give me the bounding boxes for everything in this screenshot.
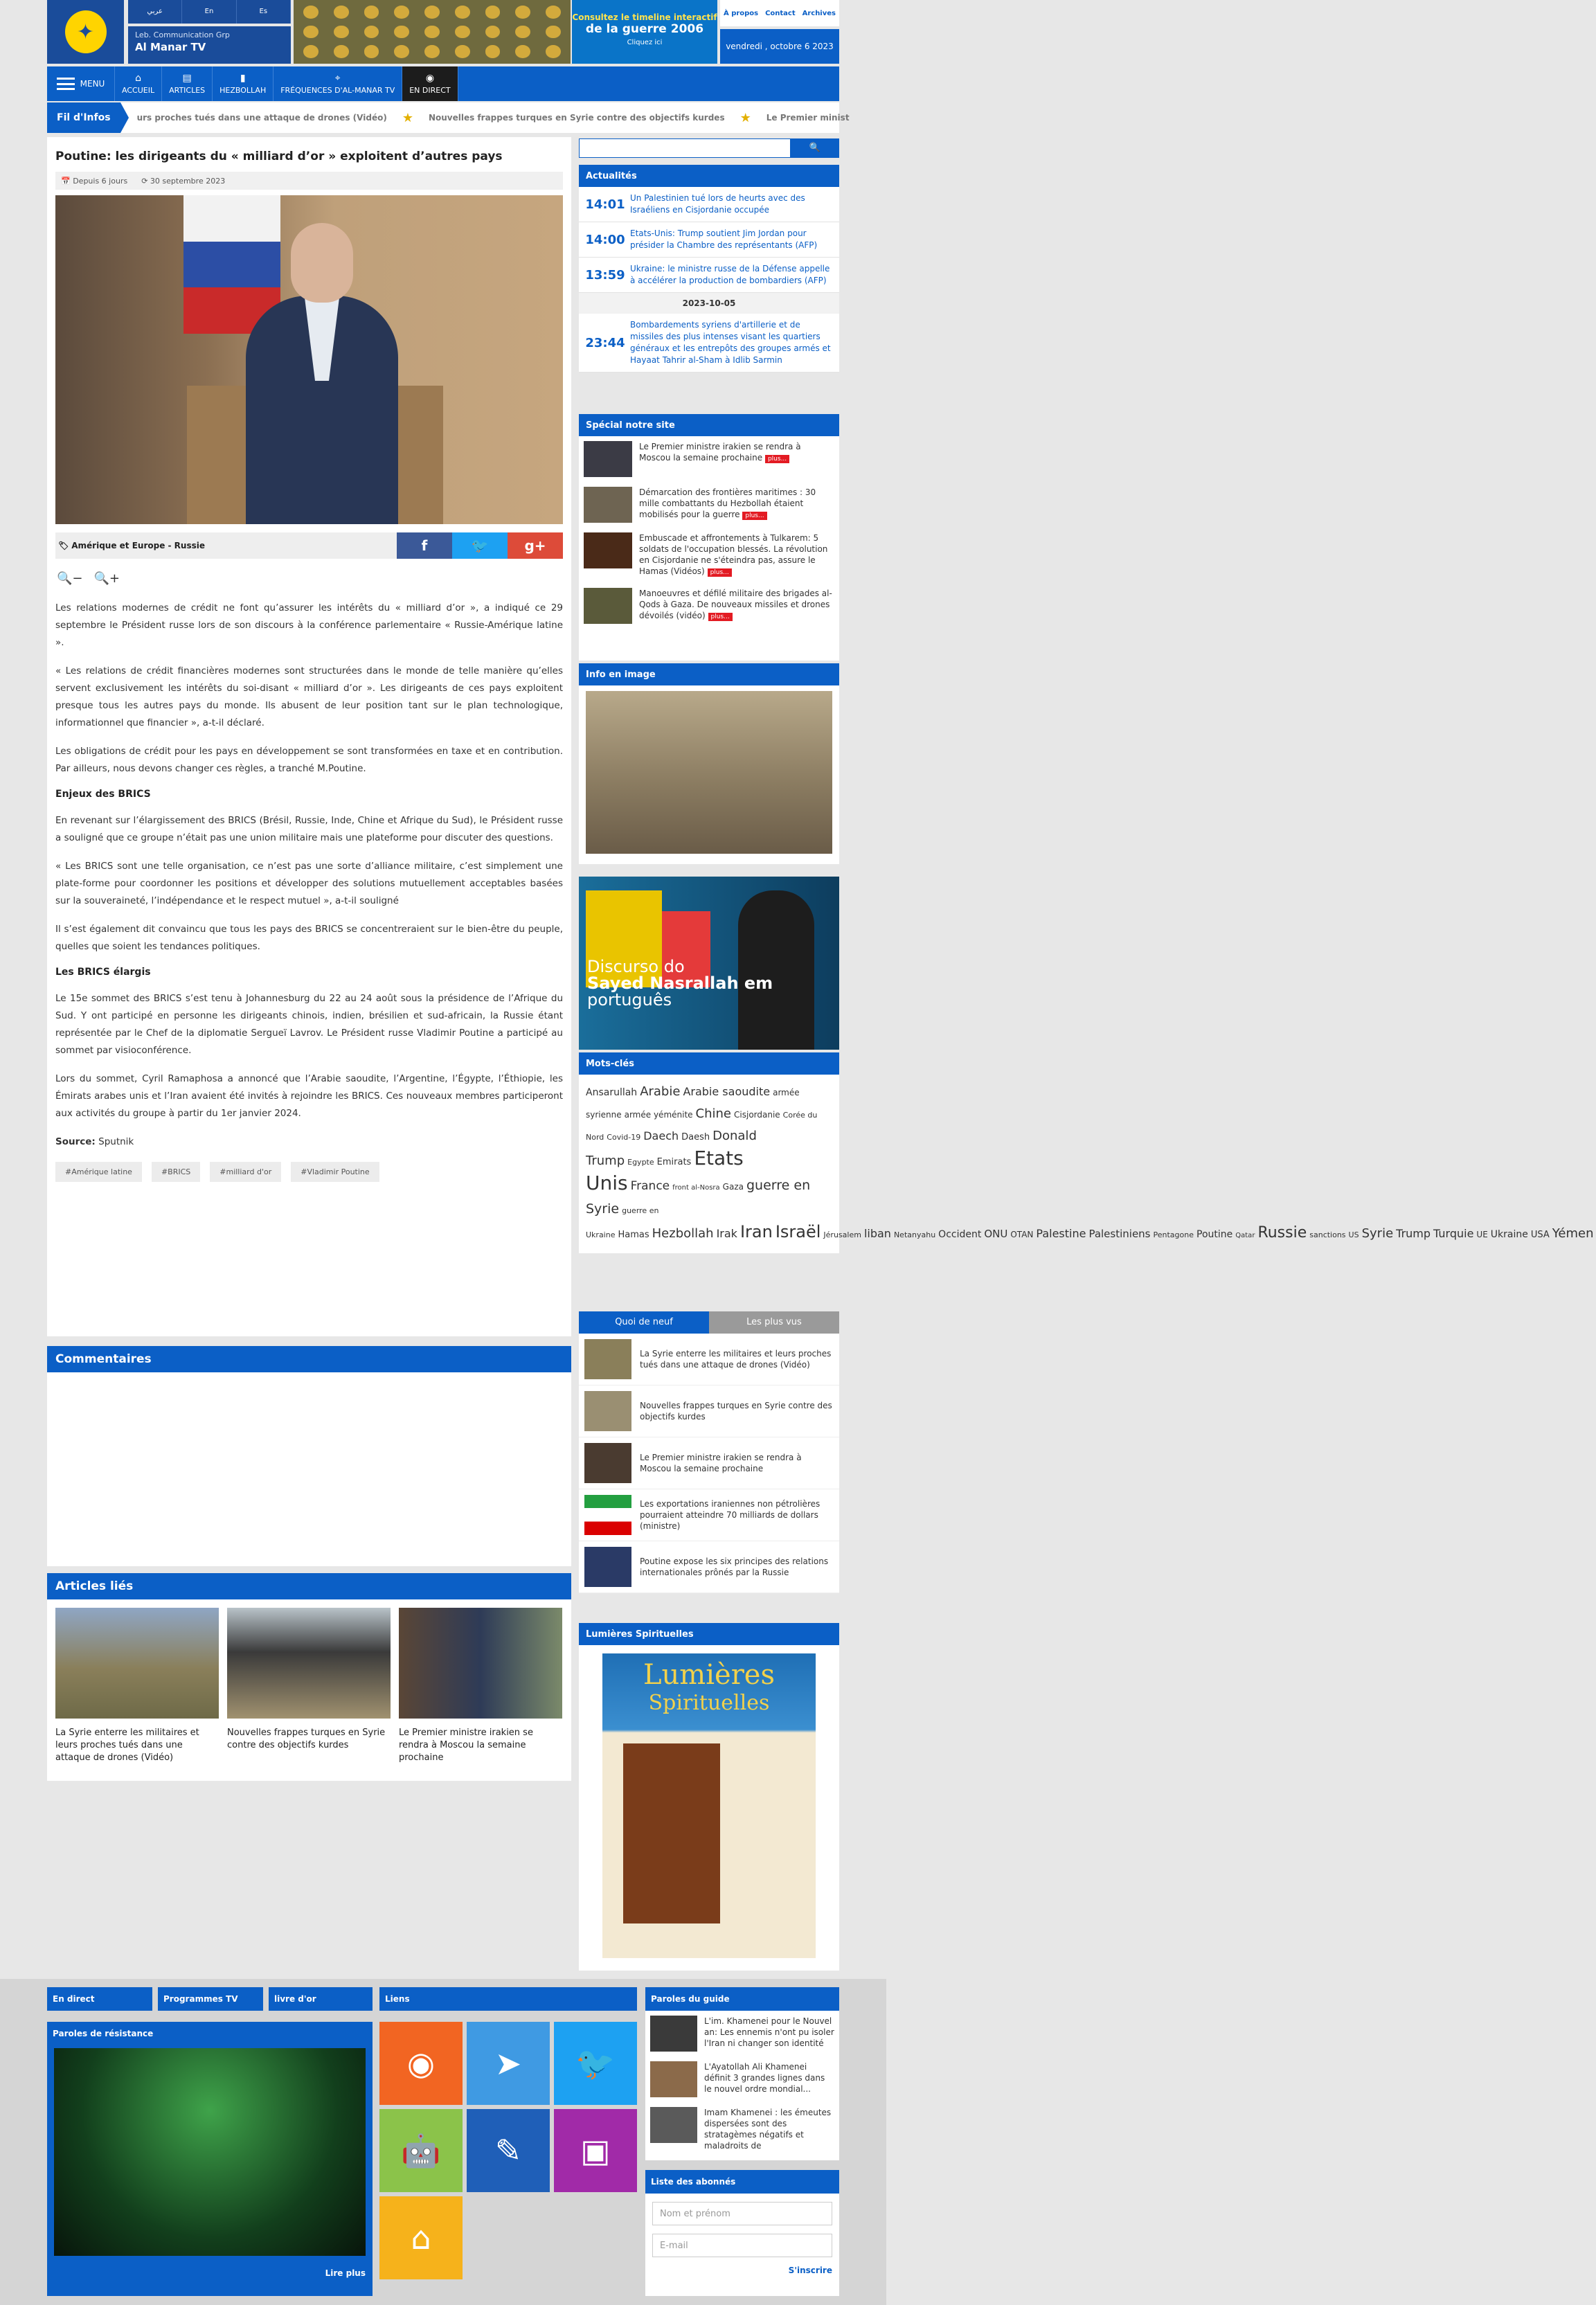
special-item[interactable]: Démarcation des frontières maritimes : 30 mille combattants du Hezbollah étaient mobilisés pour la guerre plus... xyxy=(579,482,839,528)
subheading: Les BRICS élargis xyxy=(55,967,151,978)
nav-live[interactable] xyxy=(402,66,458,101)
keyword-tag[interactable]: Hezbollah xyxy=(652,1226,714,1241)
keyword-tag[interactable]: front al-Nosra xyxy=(672,1184,720,1192)
paragraph: Il s’est également dit convaincu que tous les pays des BRICS se concentreraient sur le bien-être du peuple, quelles que soient les tendances politiques. xyxy=(55,924,563,952)
nav-frequencies-label: FRÉQUENCES D'AL-MANAR TV xyxy=(280,86,395,95)
home-icon: ⌂ xyxy=(135,73,141,84)
related-image xyxy=(227,1608,391,1719)
keyword-tag[interactable]: Pentagone xyxy=(1153,1230,1194,1239)
lumieres-title: Lumières Spirituelles xyxy=(579,1623,839,1645)
tag[interactable]: #Amérique latine xyxy=(55,1162,142,1182)
image-news xyxy=(579,663,839,864)
list-item[interactable]: La Syrie enterre les militaires et leurs proches tués dans une attaque de drones (Vidéo) xyxy=(579,1334,839,1385)
keyword-tag[interactable]: Etats Unis xyxy=(586,1147,744,1194)
edit-icon[interactable]: ✎ xyxy=(467,2109,550,2192)
footer-programmes[interactable]: Programmes TV xyxy=(158,1987,263,2011)
ticker-label: Fil d'Infos xyxy=(47,102,120,133)
guide-title: Paroles du guide xyxy=(645,1987,839,2011)
image-news-photo[interactable] xyxy=(586,691,832,854)
keywords xyxy=(579,1052,1594,1253)
paragraph: Les relations modernes de crédit ne font qu’assurer les intérêts du « milliard d’or », a indiqué ce 29 septembre le Président russe lors de son discours à la conférence parlementaire « Russie-Amérique latine ». xyxy=(55,602,563,648)
guide-block xyxy=(645,1987,839,2160)
guide-item[interactable]: Imam Khamenei : les émeutes dispersées sont des stratagèmes négatifs et maladroits de xyxy=(645,2102,839,2156)
search-input[interactable] xyxy=(579,138,791,158)
list-item[interactable]: Nouvelles frappes turques en Syrie contre des objectifs kurdes xyxy=(579,1385,839,1437)
star-icon: ★ xyxy=(739,110,751,125)
keyword-tag[interactable]: guerre en Syrie xyxy=(586,1178,811,1217)
article-photo xyxy=(55,195,563,524)
keyword-tag[interactable]: liban xyxy=(863,1227,891,1240)
keyword-tag[interactable]: US xyxy=(1348,1230,1359,1239)
group-label[interactable] xyxy=(128,26,291,64)
promo-line2: de la guerre 2006 xyxy=(585,22,704,36)
android-icon[interactable]: 🤖 xyxy=(379,2109,463,2192)
banner-line1: Discurso do xyxy=(587,957,685,976)
keyword-tag[interactable]: Turquie xyxy=(1433,1227,1474,1240)
keyword-tag[interactable]: Jérusalem xyxy=(823,1230,861,1239)
since-label: 📅 Depuis 6 jours xyxy=(61,176,128,186)
keyword-tag[interactable]: Poutine xyxy=(1196,1229,1233,1240)
date-separator: 2023-10-05 xyxy=(579,293,839,314)
comments-section xyxy=(47,1346,571,1566)
lumieres-cover[interactable] xyxy=(602,1653,816,1958)
keyword-tag[interactable]: Daech xyxy=(643,1129,679,1142)
latest-news xyxy=(579,165,839,373)
keyword-cloud xyxy=(579,1075,1594,1253)
search-icon: 🔍 xyxy=(809,143,821,153)
zoom-out-icon[interactable]: 🔍− xyxy=(57,571,83,586)
zoom-in-icon[interactable]: 🔍+ xyxy=(93,571,120,586)
link-contact[interactable]: Contact xyxy=(765,9,796,17)
rss-icon[interactable]: ◉ xyxy=(379,2022,463,2105)
article xyxy=(47,137,571,1336)
tab-plus-vus[interactable]: Les plus vus xyxy=(709,1311,839,1334)
googleplus-share-icon[interactable]: g+ xyxy=(508,532,563,559)
keyword-tag[interactable]: Arabie saoudite xyxy=(683,1085,771,1098)
keyword-tag[interactable]: Arabie xyxy=(640,1084,681,1099)
nav-home[interactable] xyxy=(115,66,162,101)
nav-articles-label: ARTICLES xyxy=(169,86,206,95)
timeline-promo[interactable] xyxy=(572,0,717,64)
keyword-tag[interactable]: armée syrienne xyxy=(586,1088,800,1120)
tabbed-news xyxy=(579,1311,839,1593)
keyword-tag[interactable]: Donald Trump xyxy=(586,1129,757,1168)
keyword-tag[interactable]: Palestiniens xyxy=(1088,1228,1151,1240)
list-item[interactable]: Poutine expose les six principes des relations internationales prônés par la Russie xyxy=(579,1541,839,1593)
news-item[interactable]: 14:01 Un Palestinien tué lors de heurts avec des Israéliens en Cisjordanie occupée xyxy=(579,187,839,222)
telegram-icon[interactable]: ➤ xyxy=(467,2022,550,2105)
almanar-logo[interactable] xyxy=(47,0,124,64)
email-field[interactable]: E-mail xyxy=(652,2234,832,2257)
facebook-share-icon[interactable]: f xyxy=(397,532,452,559)
subheading: Enjeux des BRICS xyxy=(55,789,151,800)
keyword-tag[interactable]: Trump xyxy=(1396,1227,1431,1240)
nav-home-label: ACCUEIL xyxy=(122,86,155,95)
special-title: Spécial notre site xyxy=(579,414,839,436)
keyword-tag[interactable]: Russie xyxy=(1257,1224,1307,1241)
article-category[interactable]: 🏷 Amérique et Europe - Russie xyxy=(55,532,397,559)
hamburger-icon xyxy=(57,78,75,90)
nav-hezbollah[interactable] xyxy=(213,66,274,101)
nav-live-label: EN DIRECT xyxy=(409,86,451,95)
read-more-link[interactable]: Lire plus xyxy=(325,2268,366,2278)
paragraph: Les obligations de crédit pour les pays en développement se sont transformées en taxe et en contribution. Par ailleurs, nous devons changer ces règles, a tranché M.Poutine. xyxy=(55,746,563,774)
live-icon: ◉ xyxy=(425,73,435,84)
promo-line3: Cliquez ici xyxy=(627,39,663,46)
satellite-icon: ⌖ xyxy=(334,73,341,84)
lumieres-spirituelles xyxy=(579,1623,839,1971)
keyword-tag[interactable]: Israël xyxy=(775,1222,821,1241)
related-item-title: Le Premier ministre irakien se rendra à Moscou la semaine prochaine xyxy=(399,1728,533,1763)
nav-hezbollah-label: HEZBOLLAH xyxy=(219,86,267,95)
paragraph: « Les relations de crédit financières modernes sont structurées dans le monde de telle manière qu’elles servent exclusivement les intérêts du soi-disant « milliard d’or ». Les dirigeants de ces pays exploitent presque tous les autres pays du monde. Ils abusent de leur position tant sur le plan technologique, informationnel que financier », a-t-il déclaré. xyxy=(55,665,563,728)
keyword-tag[interactable]: Qatar xyxy=(1235,1232,1255,1239)
keyword-tag[interactable]: Emirats xyxy=(656,1157,692,1167)
keyword-tag[interactable]: Netanyahu xyxy=(893,1230,936,1239)
nav-articles[interactable] xyxy=(162,66,213,101)
language-switcher xyxy=(128,0,291,24)
article-title: Poutine: les dirigeants du « milliard d’or » exploitent d’autres pays xyxy=(55,150,503,163)
name-field[interactable]: Nom et prénom xyxy=(652,2202,832,2225)
lang-spanish[interactable]: Es xyxy=(237,0,291,24)
ticker-item[interactable]: Le Premier minist xyxy=(766,113,850,123)
related-articles xyxy=(47,1573,571,1781)
current-date: vendredi , octobre 6 2023 xyxy=(720,29,839,64)
cover-title-2: Spirituelles xyxy=(648,1691,770,1715)
article-meta xyxy=(55,172,563,190)
tag[interactable]: #BRICS xyxy=(152,1162,200,1182)
menu-button[interactable] xyxy=(47,66,115,101)
footer xyxy=(0,1979,886,2305)
archive-icon[interactable]: ▣ xyxy=(554,2109,637,2192)
keyword-tag[interactable]: Ukraine xyxy=(1490,1229,1528,1240)
cover-art xyxy=(623,1743,720,1923)
related-item[interactable] xyxy=(55,1608,219,1764)
comments-title: Commentaires xyxy=(47,1346,571,1372)
star-icon: ★ xyxy=(402,110,413,125)
links-title: Liens xyxy=(379,1987,637,2011)
guide-item[interactable]: L'im. Khamenei pour le Nouvel an: Les ennemis n'ont pu isoler l'Iran ni changer son identité xyxy=(645,2011,839,2056)
related-item[interactable] xyxy=(227,1608,391,1764)
latest-news-title: Actualités xyxy=(579,165,839,187)
top-links xyxy=(720,0,839,26)
keyword-tag[interactable]: Corée du Nord xyxy=(586,1111,818,1142)
keyword-tag[interactable]: Ansarullah xyxy=(586,1087,638,1098)
paragraph: Le 15e sommet des BRICS s’est tenu à Johannesburg du 22 au 24 août sous la présidence de l’Afrique du Sud. Y ont participé en personne les dirigeants chinois, indien, brésilien et sud-africain, la Russie étant représentée par le Chef de la diplomatie Sergueï Lavrov. Le Président russe Vladimir Poutine a participé au sommet par visioconférence. xyxy=(55,993,563,1056)
articles-icon: ▤ xyxy=(182,73,192,84)
group-small: Leb. Communication Grp xyxy=(135,30,230,39)
promo-line1: Consultez le timeline interactif xyxy=(572,12,717,22)
news-item[interactable]: 14:00 Etats-Unis: Trump soutient Jim Jordan pour présider la Chambre des représentants (AFP) xyxy=(579,222,839,258)
keyword-tag[interactable]: Iran xyxy=(739,1222,773,1241)
hezbollah-icon: ▮ xyxy=(240,73,246,84)
related-item-title: Nouvelles frappes turques en Syrie contre des objectifs kurdes xyxy=(227,1728,386,1750)
banner-line2: Sayed Nasrallah em xyxy=(587,974,773,993)
tag[interactable]: #milliard d'or xyxy=(210,1162,281,1182)
ticker-item[interactable]: urs proches tués dans une attaque de drones (Vidéo) xyxy=(136,113,387,123)
banner-line3: português xyxy=(587,990,672,1010)
article-body xyxy=(55,600,563,1151)
keyword-tag[interactable]: Syrie xyxy=(1361,1226,1394,1241)
keyword-tag[interactable]: Egypte xyxy=(627,1158,654,1167)
resistance-video[interactable] xyxy=(54,2048,366,2256)
nasrallah-banner[interactable] xyxy=(579,877,839,1050)
keyword-tag[interactable]: Occident xyxy=(938,1229,982,1240)
related-image xyxy=(399,1608,562,1719)
paragraph: En revenant sur l’élargissement des BRICS (Brésil, Russie, Inde, Chine et Afrique du Sud), le Président russe a souligné que ce groupe n’était pas une union militaire mais une plateforme pour discuter des questions. xyxy=(55,815,563,843)
tag-list xyxy=(55,1162,563,1182)
subscribe-title: Liste des abonnés xyxy=(645,2170,839,2194)
keyword-tag[interactable]: sanctions xyxy=(1309,1230,1346,1239)
footer-livre[interactable]: livre d'or xyxy=(269,1987,373,2011)
keyword-tag[interactable]: Irak xyxy=(716,1227,737,1240)
tag[interactable]: #Vladimir Poutine xyxy=(291,1162,379,1182)
logo-emblem-icon: ✦ xyxy=(65,10,107,53)
special-item[interactable]: Embuscade et affrontements à Tulkarem: 5 soldats de l'occupation blessés. La révolution en Cisjordanie ne s'éteindra pas, assure le Hamas (Vidéos) plus... xyxy=(579,528,839,583)
search-button[interactable] xyxy=(791,138,839,158)
keyword-tag[interactable]: OTAN xyxy=(1010,1230,1034,1239)
guide-item[interactable]: L'Ayatollah Ali Khamenei définit 3 grandes lignes dans le nouvel ordre mondial... xyxy=(645,2056,839,2102)
keyword-tag[interactable]: Gaza xyxy=(722,1182,744,1192)
list-item[interactable]: Le Premier ministre irakien se rendra à Moscou la semaine prochaine xyxy=(579,1437,839,1489)
keyword-tag[interactable]: France xyxy=(630,1179,670,1193)
news-item[interactable]: 13:59 Ukraine: le ministre russe de la Défense appelle à accélérer la production de bombardiers (AFP) xyxy=(579,258,839,293)
special-item[interactable]: Manoeuvres et défilé militaire des brigades al-Qods à Gaza. De nouveaux missiles et drones dévoilés (vidéo) plus... xyxy=(579,583,839,629)
keyword-tag[interactable]: Hamas xyxy=(618,1230,649,1240)
menu-label: MENU xyxy=(80,79,105,89)
lang-arabic[interactable]: عربي xyxy=(128,0,182,24)
site-header xyxy=(47,0,839,64)
paragraph: Lors du sommet, Cyril Ramaphosa a annoncé que l’Arabie saoudite, l’Argentine, l’Égypte, l’Éthiopie, les Émirats arabes unis et l’Iran avaient été invités à rejoindre les BRICS. Ces nouveaux membres participeront aux activités du groupe à partir du 1er janvier 2024. xyxy=(55,1073,563,1119)
keyword-tag[interactable]: Daesh xyxy=(681,1132,710,1142)
cover-title-1: Lumières xyxy=(643,1659,775,1691)
link-about[interactable]: À propos xyxy=(723,9,759,17)
link-archives[interactable]: Archives xyxy=(802,9,836,17)
news-item[interactable]: 23:44 Bombardements syriens d'artillerie et de missiles des plus intenses visant les quartiers généraux et les entrepôts des groupes armés et Hayaat Tahrir al-Sham à Idlib Sarmin xyxy=(579,314,839,373)
resistance-title: Paroles de résistance xyxy=(47,2022,373,2045)
keyword-tag[interactable]: Yémen xyxy=(1552,1226,1594,1241)
keyword-tag[interactable]: Cisjordanie xyxy=(734,1110,780,1120)
ticker-item[interactable]: Nouvelles frappes turques en Syrie contre des objectifs kurdes xyxy=(428,113,725,123)
keyword-tag[interactable]: Palestine xyxy=(1036,1227,1086,1240)
keyword-tag[interactable]: armée yéménite xyxy=(624,1110,693,1120)
image-news-title: Info en image xyxy=(579,663,839,685)
related-item[interactable] xyxy=(399,1608,562,1764)
related-image xyxy=(55,1608,219,1719)
lang-english[interactable]: En xyxy=(182,0,236,24)
date-label: ⟳ 30 septembre 2023 xyxy=(141,176,226,186)
keyword-tag[interactable]: USA xyxy=(1530,1230,1550,1240)
related-title: Articles liés xyxy=(47,1573,571,1599)
subscribe-button[interactable]: S'inscrire xyxy=(788,2266,832,2275)
keyword-tag[interactable]: ONU xyxy=(984,1228,1008,1240)
source-line: Source: Sputnik xyxy=(55,1136,134,1147)
main-nav xyxy=(47,66,839,101)
keywords-title: Mots-clés xyxy=(579,1052,839,1075)
keyword-tag[interactable]: guerre en Ukraine xyxy=(586,1206,659,1239)
tab-quoi-de-neuf[interactable]: Quoi de neuf xyxy=(579,1311,709,1334)
nav-frequencies[interactable] xyxy=(274,66,402,101)
footer-live[interactable]: En direct xyxy=(47,1987,152,2011)
special-section xyxy=(579,414,839,661)
paragraph: « Les BRICS sont une telle organisation, ce n’est pas une sorte d’alliance militaire, c’est simplement une plate-forme pour coordonner les positions et développer des solutions mutuellement acceptables basées sur la souveraineté, l’indépendance et le respect mutuel », a-t-il souligné xyxy=(55,861,563,906)
twitter-icon[interactable]: 🐦 xyxy=(554,2022,637,2105)
keyword-tag[interactable]: UE xyxy=(1476,1230,1488,1239)
news-ticker xyxy=(47,102,850,133)
person-figure xyxy=(242,216,402,524)
keyword-tag[interactable]: Covid-19 xyxy=(607,1133,641,1142)
program-icons-banner[interactable] xyxy=(294,0,571,64)
related-item-title: La Syrie enterre les militaires et leurs proches tués dans une attaque de drones (Vidéo) xyxy=(55,1728,199,1763)
keyword-tag[interactable]: Chine xyxy=(695,1106,732,1121)
resistance-block xyxy=(47,2022,373,2296)
search-bar xyxy=(579,138,839,158)
list-item[interactable]: Les exportations iraniennes non pétrolières pourraient atteindre 70 milliards de dollars (ministre) xyxy=(579,1489,839,1541)
group-name: Al Manar TV xyxy=(135,41,206,53)
home-icon[interactable]: ⌂ xyxy=(379,2196,463,2279)
twitter-share-icon[interactable]: 🐦 xyxy=(452,532,508,559)
subscribe-block xyxy=(645,2170,839,2296)
special-item[interactable]: Le Premier ministre irakien se rendra à Moscou la semaine prochaine plus... xyxy=(579,436,839,482)
